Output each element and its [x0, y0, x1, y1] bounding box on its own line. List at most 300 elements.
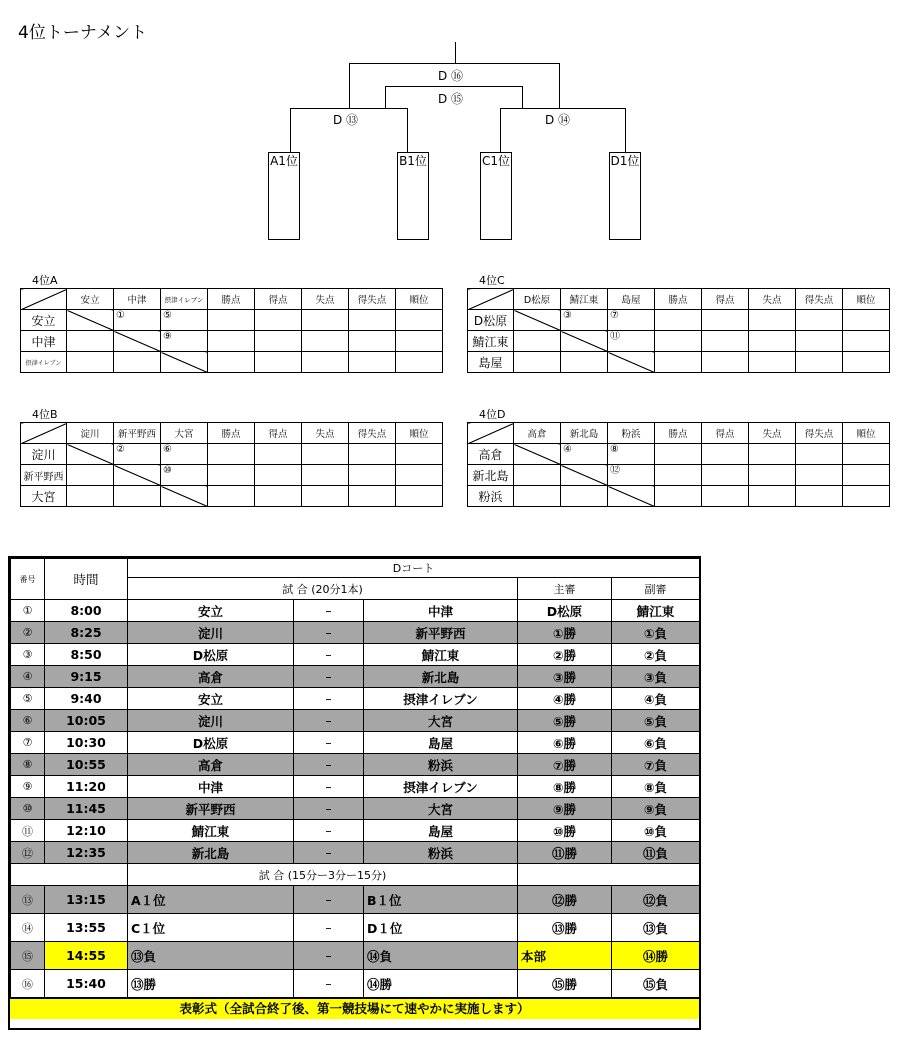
away-team: 粉浜	[364, 842, 518, 864]
sub-referee: ⑤負	[612, 710, 700, 732]
group-cell	[655, 465, 702, 486]
schedule-row	[11, 886, 700, 914]
match-time: 8:50	[45, 644, 128, 666]
schedule-row	[11, 842, 700, 864]
group-cell	[608, 331, 655, 352]
group-row-team: 大宮	[21, 486, 67, 507]
away-team: 大宮	[364, 710, 518, 732]
match-time: 9:15	[45, 666, 128, 688]
group-cell	[114, 331, 161, 352]
away-team: 新北島	[364, 666, 518, 688]
versus-dash: –	[294, 942, 364, 970]
page-title: 4位トーナメント	[18, 23, 148, 43]
schedule-row	[11, 666, 700, 688]
home-team: 淀川	[128, 710, 294, 732]
match-time: 14:55	[45, 942, 128, 970]
group-header-cell: 得失点	[796, 423, 843, 444]
main-referee: ⑧勝	[518, 776, 612, 798]
group-cell	[67, 465, 114, 486]
home-team: C１位	[128, 914, 294, 942]
schedule-row	[11, 622, 700, 644]
group-cell	[796, 331, 843, 352]
main-referee: ⑥勝	[518, 732, 612, 754]
match-header-knockout: 試 合 (15分ー3分ー15分)	[128, 864, 518, 886]
home-team: ⑬勝	[128, 970, 294, 998]
away-team: 島屋	[364, 732, 518, 754]
group-cell	[561, 310, 608, 331]
group-row-team: 中津	[21, 331, 67, 352]
match-number: ④	[11, 666, 45, 688]
group-cell	[255, 486, 302, 507]
group-cell	[67, 352, 114, 373]
sub-referee: ②負	[612, 644, 700, 666]
schedule-row	[11, 688, 700, 710]
semifinal-left-label: D ⑬	[333, 113, 359, 127]
match-number: ⑧	[11, 754, 45, 776]
sub-referee: ⑧負	[612, 776, 700, 798]
home-team: 中津	[128, 776, 294, 798]
group-header-cell: 勝点	[655, 289, 702, 310]
group-cell	[396, 465, 443, 486]
match-number: ⑮	[11, 942, 45, 970]
schedule-row	[11, 914, 700, 942]
match-number: ②	[11, 622, 45, 644]
group-header-cell: 安立	[67, 289, 114, 310]
group-cell	[396, 444, 443, 465]
group-cell	[302, 444, 349, 465]
sub-referee: ⑭勝	[612, 942, 700, 970]
match-time: 13:55	[45, 914, 128, 942]
sub-referee: ⑬負	[612, 914, 700, 942]
main-referee: ④勝	[518, 688, 612, 710]
group-cell	[608, 465, 655, 486]
group-cell	[655, 444, 702, 465]
group-header-cell: 得点	[702, 289, 749, 310]
main-referee: ⑩勝	[518, 820, 612, 842]
away-team: 中津	[364, 600, 518, 622]
group-cell	[161, 331, 208, 352]
group-header-cell: 高倉	[514, 423, 561, 444]
final-label: D ⑯	[438, 69, 464, 83]
group-cell	[749, 310, 796, 331]
sub-referee: 鯖江東	[612, 600, 700, 622]
match-time: 11:45	[45, 798, 128, 820]
group-cell	[161, 310, 208, 331]
match-header: 試 合 (20分1本)	[128, 578, 518, 600]
group-cell	[702, 310, 749, 331]
match-number: ⑦	[11, 732, 45, 754]
away-team: 粉浜	[364, 754, 518, 776]
sub-referee: ①負	[612, 622, 700, 644]
group-cell	[749, 444, 796, 465]
match-time: 12:10	[45, 820, 128, 842]
versus-dash: –	[294, 886, 364, 914]
group-row-team: 高倉	[468, 444, 514, 465]
group-cell	[302, 352, 349, 373]
group-cell	[302, 465, 349, 486]
group-table	[20, 422, 443, 507]
versus-dash: –	[294, 666, 364, 688]
match-time: 10:05	[45, 710, 128, 732]
group-header-cell: 得失点	[796, 289, 843, 310]
group-cell	[608, 444, 655, 465]
group-cell	[302, 310, 349, 331]
group-cell	[843, 444, 890, 465]
group-cell	[608, 352, 655, 373]
group-header-cell: 島屋	[608, 289, 655, 310]
versus-dash: –	[294, 688, 364, 710]
match-number-mark: ⑥	[163, 444, 172, 455]
main-referee: ⑬勝	[518, 914, 612, 942]
match-schedule	[8, 556, 701, 1030]
group-header-cell: 勝点	[655, 423, 702, 444]
match-number: ⑪	[11, 820, 45, 842]
semifinal-right-label: D ⑭	[545, 113, 571, 127]
group-header-cell: 失点	[749, 423, 796, 444]
group-header-cell: 鯖江東	[561, 289, 608, 310]
bracket-team-b1: B1位	[397, 152, 429, 240]
group-cell	[561, 331, 608, 352]
home-team: 安立	[128, 600, 294, 622]
match-number: ①	[11, 600, 45, 622]
away-team: 大宮	[364, 798, 518, 820]
schedule-row	[11, 754, 700, 776]
group-table	[467, 288, 890, 373]
group-cell	[749, 352, 796, 373]
home-team: 新平野西	[128, 798, 294, 820]
sub-referee: ③負	[612, 666, 700, 688]
schedule-row	[11, 820, 700, 842]
home-team: A１位	[128, 886, 294, 914]
group-header-cell: 得失点	[349, 289, 396, 310]
group-cell	[208, 465, 255, 486]
group-cell	[396, 331, 443, 352]
match-time: 11:20	[45, 776, 128, 798]
group-row-team: 粉浜	[468, 486, 514, 507]
group-cell	[67, 331, 114, 352]
time-header: 時間	[45, 559, 128, 600]
group-cell	[161, 486, 208, 507]
group-cell	[561, 444, 608, 465]
sub-referee: ⑥負	[612, 732, 700, 754]
home-team: 淀川	[128, 622, 294, 644]
match-number-mark: ④	[563, 444, 572, 455]
corner-cell	[468, 289, 514, 310]
group-header-cell: 順位	[843, 289, 890, 310]
home-team: D松原	[128, 732, 294, 754]
group-cell	[208, 444, 255, 465]
group-row-team: 新平野西	[21, 465, 67, 486]
group-cell	[843, 310, 890, 331]
sub-referee: ⑨負	[612, 798, 700, 820]
group-cell	[514, 310, 561, 331]
versus-dash: –	[294, 644, 364, 666]
group-table	[467, 422, 890, 507]
versus-dash: –	[294, 914, 364, 942]
bracket-team-d1: D1位	[609, 152, 641, 240]
sub-referee: ⑩負	[612, 820, 700, 842]
group-header-cell: 順位	[396, 423, 443, 444]
group-label: 4位B	[32, 408, 58, 421]
group-cell	[702, 486, 749, 507]
group-cell	[514, 486, 561, 507]
main-referee: D松原	[518, 600, 612, 622]
group-cell	[114, 465, 161, 486]
group-cell	[349, 486, 396, 507]
group-cell	[349, 465, 396, 486]
group-header-cell: 得点	[255, 289, 302, 310]
group-header-cell: 粉浜	[608, 423, 655, 444]
group-cell	[796, 310, 843, 331]
match-number: ⑯	[11, 970, 45, 998]
versus-dash: –	[294, 622, 364, 644]
group-cell	[114, 352, 161, 373]
match-number: ⑭	[11, 914, 45, 942]
group-cell	[396, 352, 443, 373]
home-team: D松原	[128, 644, 294, 666]
match-number: ⑫	[11, 842, 45, 864]
match-number-mark: ②	[116, 444, 125, 455]
match-time: 12:35	[45, 842, 128, 864]
group-cell	[255, 352, 302, 373]
group-cell	[514, 465, 561, 486]
group-cell	[514, 352, 561, 373]
corner-cell	[21, 423, 67, 444]
sub-referee: ⑦負	[612, 754, 700, 776]
home-team: 高倉	[128, 754, 294, 776]
group-header-cell: D松原	[514, 289, 561, 310]
group-cell	[514, 331, 561, 352]
group-cell	[843, 486, 890, 507]
match-number-mark: ⑩	[163, 465, 172, 476]
group-cell	[208, 486, 255, 507]
away-team: 鯖江東	[364, 644, 518, 666]
match-number: ⑬	[11, 886, 45, 914]
group-row-team: D松原	[468, 310, 514, 331]
number-header: 番号	[11, 559, 45, 600]
group-header-cell: 順位	[396, 289, 443, 310]
match-number-mark: ③	[563, 310, 572, 321]
match-time: 8:25	[45, 622, 128, 644]
versus-dash: –	[294, 600, 364, 622]
match-time: 9:40	[45, 688, 128, 710]
versus-dash: –	[294, 776, 364, 798]
group-cell	[349, 352, 396, 373]
match-number-mark: ⑦	[610, 310, 619, 321]
group-header-cell: 勝点	[208, 289, 255, 310]
away-team: ⑭勝	[364, 970, 518, 998]
group-header-cell: 中津	[114, 289, 161, 310]
versus-dash: –	[294, 732, 364, 754]
match-number-mark: ⑪	[610, 331, 620, 342]
sub-referee: ⑫負	[612, 886, 700, 914]
group-cell	[208, 352, 255, 373]
group-header-cell: 淀川	[67, 423, 114, 444]
versus-dash: –	[294, 970, 364, 998]
match-time: 15:40	[45, 970, 128, 998]
versus-dash: –	[294, 754, 364, 776]
home-team: 新北島	[128, 842, 294, 864]
match-time: 8:00	[45, 600, 128, 622]
group-cell	[114, 486, 161, 507]
match-number: ⑥	[11, 710, 45, 732]
group-row-team: 鯖江東	[468, 331, 514, 352]
group-header-cell: 大宮	[161, 423, 208, 444]
match-number-mark: ⑤	[163, 310, 172, 321]
main-referee: ②勝	[518, 644, 612, 666]
main-referee: ⑨勝	[518, 798, 612, 820]
bracket-team-a1: A1位	[268, 152, 300, 240]
home-team: 高倉	[128, 666, 294, 688]
match-number-mark: ⑧	[610, 444, 619, 455]
match-number-mark: ⑨	[163, 331, 172, 342]
match-number: ⑨	[11, 776, 45, 798]
group-cell	[114, 310, 161, 331]
third-place-label: D ⑮	[438, 92, 464, 106]
away-team: B１位	[364, 886, 518, 914]
group-cell	[255, 331, 302, 352]
group-header-cell: 新平野西	[114, 423, 161, 444]
group-cell	[702, 331, 749, 352]
schedule-row	[11, 970, 700, 998]
main-referee-header: 主審	[518, 578, 612, 600]
group-table	[20, 288, 443, 373]
schedule-row	[11, 644, 700, 666]
group-row-team: 安立	[21, 310, 67, 331]
main-referee: ⑪勝	[518, 842, 612, 864]
group-header-cell: 得失点	[349, 423, 396, 444]
group-cell	[561, 352, 608, 373]
group-cell	[702, 444, 749, 465]
group-cell	[561, 465, 608, 486]
group-cell	[114, 444, 161, 465]
group-header-cell: 勝点	[208, 423, 255, 444]
home-team: 安立	[128, 688, 294, 710]
match-number: ⑩	[11, 798, 45, 820]
bracket-team-c1: C1位	[480, 152, 512, 240]
group-header-cell: 得点	[702, 423, 749, 444]
versus-dash: –	[294, 710, 364, 732]
group-cell	[749, 486, 796, 507]
group-cell	[608, 310, 655, 331]
group-cell	[208, 331, 255, 352]
group-cell	[655, 352, 702, 373]
group-cell	[161, 444, 208, 465]
group-cell	[255, 310, 302, 331]
group-cell	[608, 486, 655, 507]
main-referee: 本部	[518, 942, 612, 970]
match-time: 10:55	[45, 754, 128, 776]
main-referee: ⑦勝	[518, 754, 612, 776]
group-cell	[67, 486, 114, 507]
schedule-row	[11, 600, 700, 622]
group-cell	[655, 486, 702, 507]
main-referee: ①勝	[518, 622, 612, 644]
away-team: 島屋	[364, 820, 518, 842]
schedule-row	[11, 710, 700, 732]
corner-cell	[468, 423, 514, 444]
group-cell	[396, 486, 443, 507]
group-cell	[255, 465, 302, 486]
schedule-row	[11, 776, 700, 798]
group-cell	[67, 444, 114, 465]
match-time: 13:15	[45, 886, 128, 914]
sub-referee-header: 副審	[612, 578, 700, 600]
group-cell	[796, 352, 843, 373]
away-team: 摂津イレブン	[364, 776, 518, 798]
group-header-cell: 失点	[302, 289, 349, 310]
group-header-cell: 失点	[302, 423, 349, 444]
court-header: Dコート	[128, 559, 700, 578]
group-cell	[561, 486, 608, 507]
group-cell	[749, 331, 796, 352]
group-cell	[702, 465, 749, 486]
group-label: 4位D	[479, 408, 506, 421]
corner-cell	[21, 289, 67, 310]
sub-referee: ⑮負	[612, 970, 700, 998]
group-cell	[843, 331, 890, 352]
group-cell	[514, 444, 561, 465]
versus-dash: –	[294, 842, 364, 864]
group-header-cell: 得点	[255, 423, 302, 444]
group-cell	[161, 352, 208, 373]
group-cell	[255, 444, 302, 465]
group-header-cell: 摂津イレブン	[161, 289, 208, 310]
away-team: ⑭負	[364, 942, 518, 970]
group-cell	[208, 310, 255, 331]
schedule-row	[11, 942, 700, 970]
award-ceremony-banner: 表彰式（全試合終了後、第一競技場にて速やかに実施します）	[10, 998, 699, 1019]
group-cell	[702, 352, 749, 373]
group-row-team: 摂津イレブン	[21, 352, 67, 373]
group-cell	[302, 331, 349, 352]
group-cell	[796, 444, 843, 465]
sub-referee: ④負	[612, 688, 700, 710]
group-cell	[796, 465, 843, 486]
group-header-cell: 新北島	[561, 423, 608, 444]
schedule-row	[11, 732, 700, 754]
match-time: 10:30	[45, 732, 128, 754]
home-team: ⑬負	[128, 942, 294, 970]
group-cell	[349, 444, 396, 465]
match-number-mark: ⑫	[610, 465, 620, 476]
away-team: 新平野西	[364, 622, 518, 644]
group-label: 4位C	[479, 274, 505, 287]
match-number: ⑤	[11, 688, 45, 710]
group-header-cell: 失点	[749, 289, 796, 310]
group-header-cell: 順位	[843, 423, 890, 444]
group-cell	[161, 465, 208, 486]
home-team: 鯖江東	[128, 820, 294, 842]
match-number-mark: ①	[116, 310, 125, 321]
group-cell	[67, 310, 114, 331]
group-cell	[349, 310, 396, 331]
group-cell	[655, 331, 702, 352]
main-referee: ⑮勝	[518, 970, 612, 998]
group-cell	[655, 310, 702, 331]
group-cell	[843, 352, 890, 373]
group-cell	[796, 486, 843, 507]
schedule-row	[11, 798, 700, 820]
group-cell	[396, 310, 443, 331]
versus-dash: –	[294, 798, 364, 820]
group-label: 4位A	[32, 274, 58, 287]
main-referee: ③勝	[518, 666, 612, 688]
group-cell	[349, 331, 396, 352]
group-row-team: 島屋	[468, 352, 514, 373]
group-row-team: 淀川	[21, 444, 67, 465]
schedule-table	[10, 558, 700, 998]
